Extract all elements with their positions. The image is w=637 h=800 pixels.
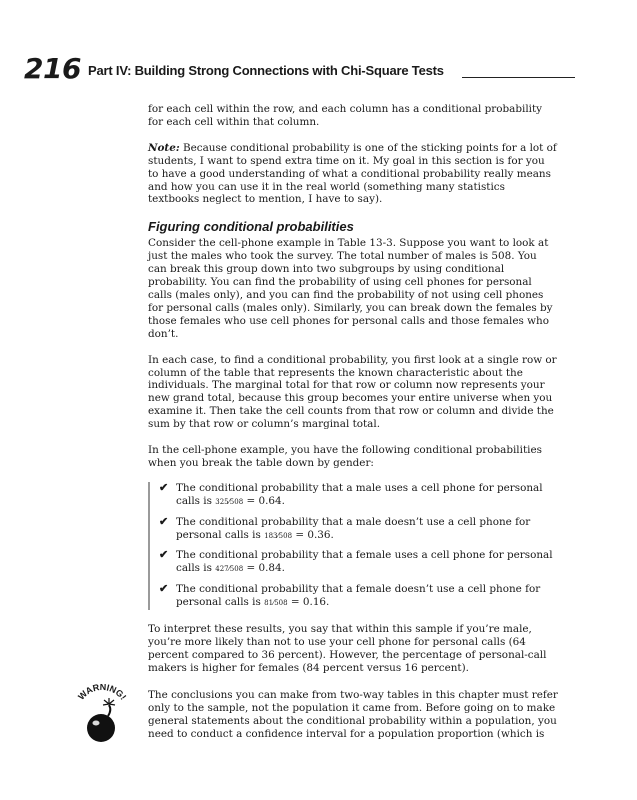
bullet-text: The conditional probability that a female uses a cell phone for personal calls is — [176, 549, 553, 575]
list-item — [158, 482, 558, 509]
note-label: Note: — [148, 141, 180, 154]
bullet-text: The conditional probability that a female doesn’t use a cell phone for personal calls is — [176, 583, 541, 609]
intro-paragraph: for each cell within the row, and each column has a conditional probability for each cell within that column. — [148, 103, 543, 128]
bullet-result: = 0.84. — [246, 562, 285, 575]
bullet-text: The conditional probability that a male doesn’t use a cell phone for personal calls is — [176, 515, 531, 541]
bullet-text: The conditional probability that a male uses a cell phone for personal calls is — [176, 481, 543, 507]
warning-icon-label: WARNING! — [76, 684, 129, 702]
bullet-fraction: 81⁄508 — [264, 599, 288, 608]
warning-bomb-icon — [70, 684, 134, 748]
paragraph-3: In the cell-phone example, you have the following conditional probabilities when you break the table down by gender: — [148, 444, 542, 469]
bullet-result: = 0.16. — [290, 596, 330, 609]
section-heading: Figuring conditional probabilities — [148, 219, 354, 235]
paragraph-4: To interpret these results, you say that within this sample if you’re male, you’re more likely than not to use your cell phone for personal calls (64 percent compared to 36 percent). However, the percentage of personal-call makers is higher for females (84 percent versus 16 percent). — [148, 623, 547, 674]
warning-paragraph: The conclusions you can make from two-way tables in this chapter must refer only to the sample, not the population it came from. Before going on to make general statements about the conditional probability within a population, you need to conduct a confidence interval for a population proportion (which is — [148, 689, 558, 740]
checkmark-icon: ✔ — [159, 514, 169, 528]
page-number: 216 — [24, 52, 81, 85]
bullet-result: = 0.64. — [246, 494, 285, 507]
body-text — [148, 103, 558, 675]
bullet-fraction: 325⁄508 — [215, 497, 244, 506]
note-text: Because conditional probability is one of the sticking points for a lot of students, I want to spend extra time on it. My goal in this section is for you to have a good understanding of what a conditional probability really means and how you can use it in the real world (something many statistics textbooks neglect to mention, I have to say). — [148, 141, 557, 206]
bullet-fraction: 183⁄508 — [264, 531, 293, 540]
paragraph-1: Consider the cell-phone example in Table 13-3. Suppose you want to look at just the males who took the survey. The total number of males is 508. You can break this group down into two subgroups by using conditional probability. You can find the probability of using cell phones for personal calls (males only), and you can find the probability of not using cell phones for personal calls (males only). Similarly, you can break down the females by those females who use cell phones for personal calls and those females who don’t. — [148, 237, 553, 340]
paragraph-2: In each case, to find a conditional probability, you first look at a single row or column of the table that represents the known characteristic about the individuals. The marginal total for that row or column now represents your new grand total, because this group becomes your entire universe when you examine it. Then take the cell counts from that row or column and divide the sum by that row or column’s marginal total. — [148, 353, 557, 431]
list-item — [158, 583, 558, 610]
svg-text:WARNING! — [76, 684, 128, 702]
bullet-fraction: 427⁄508 — [215, 565, 244, 574]
note-paragraph — [148, 142, 558, 207]
header-rule — [462, 77, 575, 78]
list-item — [158, 549, 558, 576]
running-head: Part IV: Building Strong Connections with Chi-Square Tests — [88, 63, 444, 78]
checkmark-icon: ✔ — [159, 480, 169, 494]
list-item — [158, 516, 558, 543]
bullet-list — [148, 482, 558, 610]
checkmark-icon: ✔ — [159, 548, 169, 562]
checkmark-icon: ✔ — [159, 582, 169, 596]
page-header — [24, 52, 554, 88]
bullet-result: = 0.36. — [295, 528, 334, 541]
